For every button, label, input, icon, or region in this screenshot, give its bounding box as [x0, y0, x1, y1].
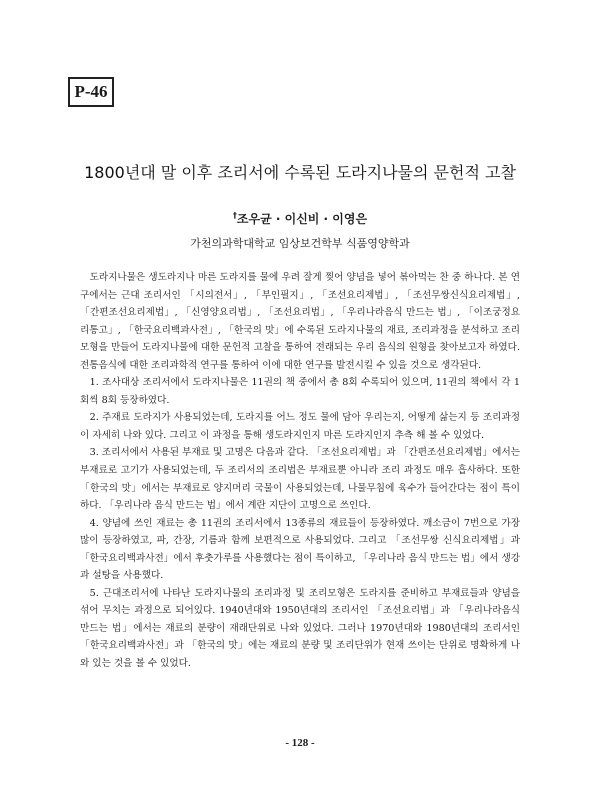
- page-number: - 128 -: [285, 737, 315, 749]
- author-names: 조우균 · 이신비 · 이영은: [236, 212, 368, 226]
- abstract-body: [80, 269, 520, 673]
- finding-paragraph-3: 3. 조리서에서 사용된 부재료 및 고명은 다음과 같다. 「조선요리제법」과 「간편조선요리제법」에서는 부재료로 고기가 사용되었는데, 두 조리서의 조리법은 부재료뿐 아니라 조리 과정도 매우 흡사하다. 또한 「한국의 맛」에서는 부재료로 양지머리 국물이 사용되었는데, 나물무침에 육수가 들어간다는 점이 특이하다. 「우리나라 음식 만드는 법」에서 계란 지단이 고명으로 쓰인다.: [80, 447, 520, 512]
- finding-paragraph-5: 5. 근대조리서에 나타난 도라지나물의 조리과정 및 조리모형은 도라지를 준비하고 부재료들과 양념을 섞어 무치는 과정으로 되어있다. 1940년대와 1950년대의 조리서인 「조선요리법」과 「우리나라음식 만드는 법」에서는 재료의 분량이 재래단위로 나와 있었다. 그러나 1970년대와 1980년대의 조리서인 「한국요리백과사전」과 「한국의 맛」에는 재료의 분량 및 조리단위가 현재 쓰이는 단위로 명확하게 나와 있는 것을 볼 수 있었다.: [80, 587, 520, 670]
- intro-paragraph: 도라지나물은 생도라지나 마른 도라지를 물에 우려 잘게 찢어 양념을 넣어 볶아먹는 찬 중 하나다. 본 연구에서는 근대 조리서인 「시의전서」, 「부인필지」, 「조선요리제법」, 「조선무쌍신식요리제법」, 「간편조선요리제법」, 「신영양요리법」, 「조선요리법」, 「우리나라음식 만드는 법」, 「이조궁정요리통고」, 「한국요리백과사전」, 「한국의 맛」에 수록된 도라지나물의 재료, 조리과정을 분석하고 조리모형을 만들어 도라지나물에 대한 문헌적 고찰을 통하여 전래되는 우리 음식의 원형을 찾아보고자 하였다. 전통음식에 대한 조리과학적 연구를 통하여 이에 대한 연구를 발전시킬 수 있을 것으로 생각된다.: [80, 272, 520, 371]
- affiliation: 가천의과학대학교 임상보건학부 식품영양학과: [190, 237, 410, 250]
- finding-paragraph-1: 1. 조사대상 조리서에서 도라지나물은 11권의 책 중에서 총 8회 수록되어 있으며, 11권의 책에서 각 1회씩 8회 등장하였다.: [80, 377, 520, 406]
- poster-number-box: P-46: [68, 77, 114, 107]
- finding-paragraph-2: 2. 주재료 도라지가 사용되었는데, 도라지를 어느 정도 물에 담아 우리는지, 어떻게 삶는지 등 조리과정이 자세히 나와 있다. 그리고 이 과정을 통해 생도라지인지 마른 도라지인지 추측 해 볼 수 있었다.: [80, 412, 520, 441]
- author-line: [40, 210, 560, 227]
- paper-title: 1800년대 말 이후 조리서에 수록된 도라지나물의 문헌적 고찰: [84, 163, 516, 182]
- corresponding-author-mark: †: [232, 211, 237, 220]
- finding-paragraph-4: 4. 양념에 쓰인 재료는 총 11권의 조리서에서 13종류의 재료들이 등장하였다. 깨소금이 7번으로 가장 많이 등장하였고, 파, 간장, 기름과 함께 보편적으로 사용되었다. 그리고 「조선무쌍 신식요리제법」과 「한국요리백과사전」에서 후춧가루를 사용했다는 점이 특이하고, 「우리나라 음식 만드는 법」에서 생강과 설탕을 사용했다.: [80, 517, 520, 582]
